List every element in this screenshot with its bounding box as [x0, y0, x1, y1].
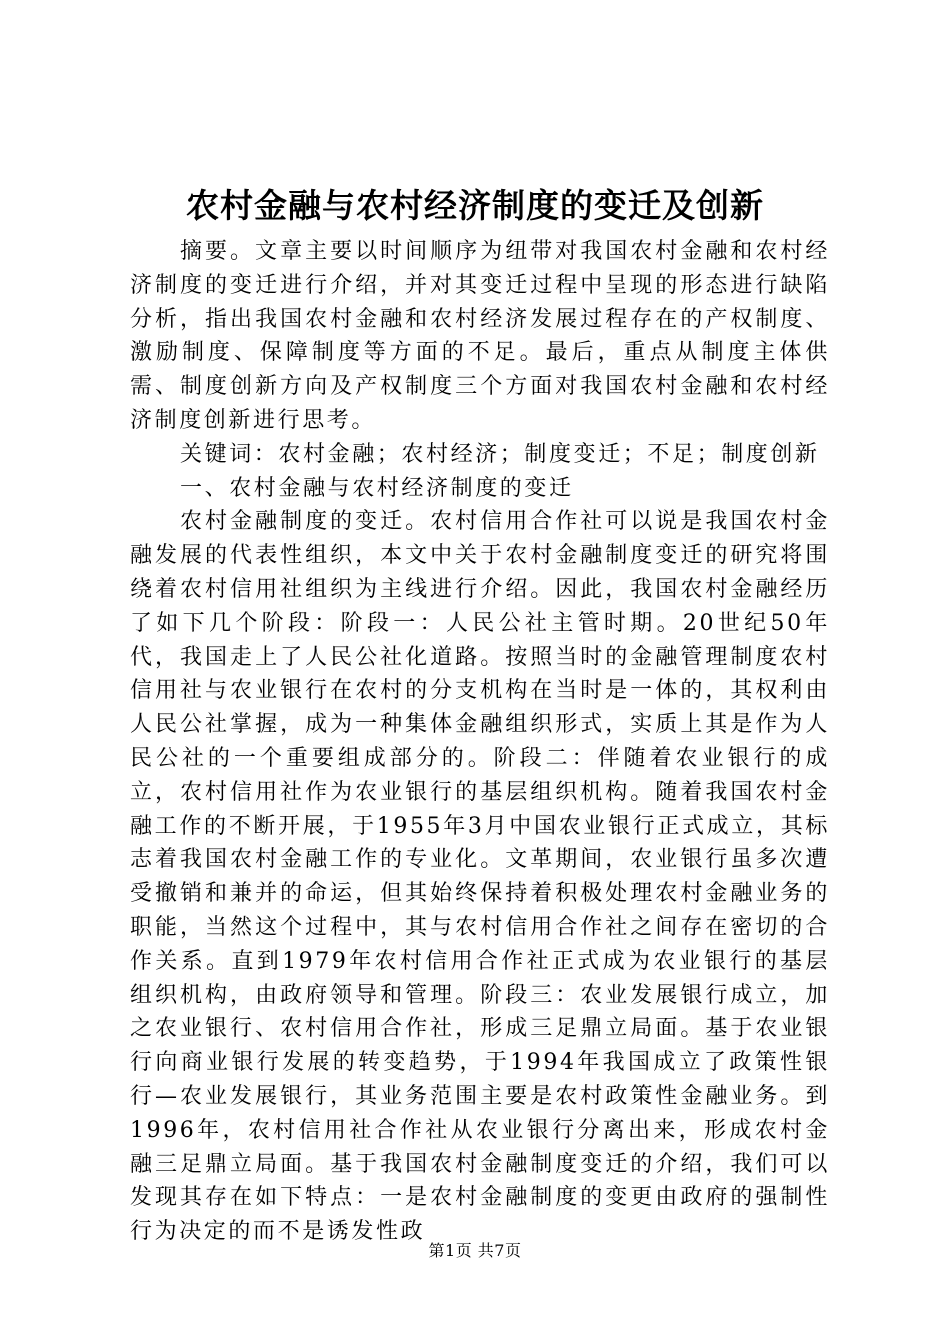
document-title: 农村金融与农村经济制度的变迁及创新: [186, 186, 764, 225]
abstract-paragraph: 摘要。文章主要以时间顺序为纽带对我国农村金融和农村经济制度的变迁进行介绍，并对其变迁过程中呈现的形态进行缺陷分析，指出我国农村金融和农村经济发展过程存在的产权制度、激励制度、保障制度等方面的不足。最后，重点从制度主体供需、制度创新方向及产权制度三个方面对我国农村金融和农村经济制度创新进行思考。: [130, 239, 830, 433]
body-paragraph: 农村金融制度的变迁。农村信用合作社可以说是我国农村金融发展的代表性组织，本文中关于农村金融制度变迁的研究将围绕着农村信用社组织为主线进行介绍。因此，我国农村金融经历了如下几个阶段：阶段一：人民公社主管时期。20世纪50年代，我国走上了人民公社化道路。按照当时的金融管理制度农村信用社与农业银行在农村的分支机构在当时是一体的，其权利由人民公社掌握，成为一种集体金融组织形式，实质上其是作为人民公社的一个重要组成部分的。阶段二：伴随着农业银行的成立，农村信用社作为农业银行的基层组织机构。随着我国农村金融工作的不断开展，于1955年3月中国农业银行正式成立，其标志着我国农村金融工作的专业化。文革期间，农业银行虽多次遭受撤销和兼并的命运，但其始终保持着积极处理农村金融业务的职能，当然这个过程中，其与农村信用合作社之间存在密切的合作关系。直到1979年农村信用合作社正式成为农业银行的基层组织机构，由政府领导和管理。阶段三：农业发展银行成立，加之农业银行、农村信用合作社，形成三足鼎立局面。基于农业银行向商业银行发展的转变趋势，于1994年我国成立了政策性银行—农业发展银行，其业务范围主要是农村政策性金融业务。到1996年，农村信用社合作社从农业银行分离出来，形成农村金融三足鼎立局面。基于我国农村金融制度变迁的介绍，我们可以发现其存在如下特点：一是农村金融制度的变更由政府的强制性行为决定的而不是诱发性政: [130, 509, 830, 1245]
keywords-paragraph: 关键词：农村金融；农村经济；制度变迁；不足；制度创新: [180, 441, 820, 467]
document-body: [130, 235, 830, 1249]
section-heading: 一、农村金融与农村经济制度的变迁: [180, 475, 574, 501]
page-number-footer: 第1页 共7页: [428, 1241, 522, 1260]
